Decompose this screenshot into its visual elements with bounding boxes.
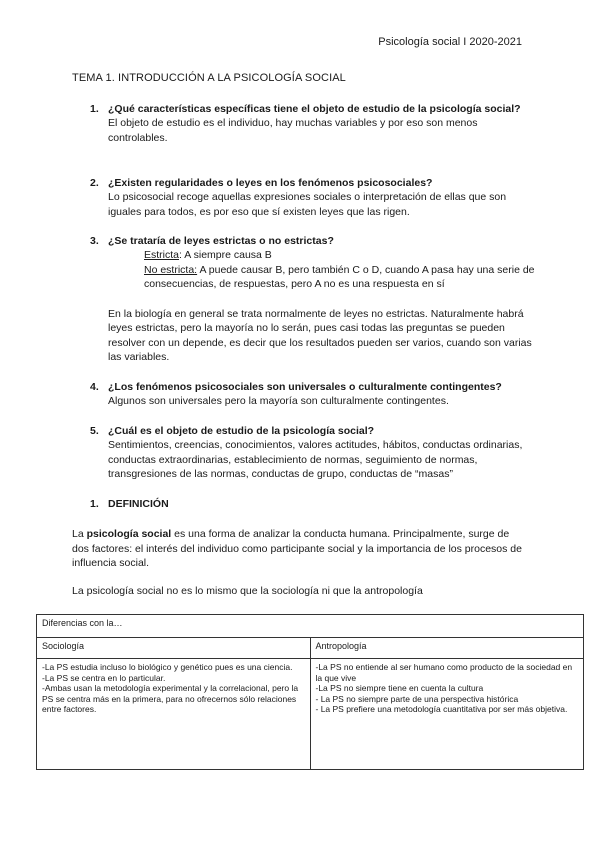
question-2 (90, 176, 535, 219)
comparison-note: La psicología social no es lo mismo que la sociología ni que la antropología (72, 585, 423, 597)
table-line: - La PS no siempre parte de una perspectiva histórica (315, 693, 519, 704)
topic-title: TEMA 1. INTRODUCCIÓN A LA PSICOLOGÍA SOCIAL (72, 72, 346, 84)
section-heading (90, 497, 535, 511)
column-header-anthropology: Antropología (310, 638, 584, 659)
question-number: 1. (90, 103, 99, 115)
course-header: Psicología social I 2020-2021 (378, 36, 522, 48)
anthropology-cell (310, 659, 584, 770)
question-4 (90, 380, 535, 409)
question-number: 2. (90, 177, 99, 189)
definition-term: psicología social (86, 528, 172, 540)
strict-law (108, 248, 535, 263)
table-line: -Ambas usan la metodología experimental y la correlacional, pero la PS se centra más en la primera, para no ofrecernos sólo relaciones entre factores. (42, 683, 299, 714)
strict-label: Estricta (144, 249, 180, 261)
table-line: -La PS no siempre tiene en cuenta la cultura (315, 683, 484, 693)
question-1 (90, 102, 535, 145)
question-answer: El objeto de estudio es el individuo, hay muchas variables y por eso son menos controlables. (108, 117, 478, 144)
table-line: - La PS prefiere una metodología cuantitativa por ser más objetiva. (315, 704, 568, 714)
question-title: ¿Existen regularidades o leyes en los fenómenos psicosociales? (108, 177, 433, 189)
question-number: 3. (90, 235, 99, 247)
question-5 (90, 424, 535, 482)
question-title: ¿Los fenómenos psicosociales son universales o culturalmente contingentes? (108, 381, 502, 393)
table-line: -La PS se centra en lo particular. (42, 672, 166, 683)
table-header: Diferencias con la… (37, 615, 584, 638)
strict-text: : A siempre causa B (179, 249, 272, 261)
section-title: DEFINICIÓN (108, 498, 169, 510)
question-answer: Algunos son universales pero la mayoría son culturalmente contingentes. (108, 395, 449, 407)
question-title: ¿Cuál es el objeto de estudio de la psicología social? (108, 425, 375, 437)
definition-pre: La (72, 528, 87, 540)
table-line: -La PS no entiende al ser humano como producto de la sociedad en la que vive (315, 662, 573, 683)
question-number: 5. (90, 425, 99, 437)
sociology-cell (37, 659, 311, 770)
definition-post: es una forma de analizar la conducta humana. Principalmente, surge de dos factores: el interés del individuo como participante social y la importancia de los procesos de influencia social. (72, 528, 522, 569)
question-number: 4. (90, 381, 99, 393)
question-extra: En la biología en general se trata normalmente de leyes no estrictas. Naturalmente habrá leyes estrictas, pero la mayoría no lo serán, pues casi todas las preguntas se pueden resolver con un depende, es decir que los resultados pueden ser varios, cuando son varias las variables. (108, 307, 532, 363)
nonstrict-label: No estricta: (144, 263, 198, 276)
definition-paragraph (72, 527, 522, 571)
differences-table (36, 614, 584, 770)
question-title: ¿Se trataría de leyes estrictas o no estrictas? (108, 235, 334, 247)
section-number: 1. (90, 498, 99, 510)
question-3 (90, 234, 535, 365)
column-header-sociology: Sociología (37, 638, 311, 659)
nonstrict-text: A puede causar B, pero también C o D, cuando A pasa hay una serie de consecuencias, de respuestas, pero A no es una respuesta en sí (144, 263, 535, 290)
table-line: -La PS estudia incluso lo biológico y genético pues es una ciencia. (42, 662, 293, 672)
nonstrict-law (108, 263, 535, 292)
question-answer: Sentimientos, creencias, conocimientos, valores actitudes, hábitos, conductas ordinarias, conductas extraordinarias, establecimiento de normas, seguimiento de normas, transgresiones de las normas, conductas de grupo, conductas de “masas” (108, 439, 523, 480)
question-title: ¿Qué características específicas tiene el objeto de estudio de la psicología social? (108, 103, 521, 115)
question-answer: Lo psicosocial recoge aquellas expresiones sociales o interpretación de ellas que son iguales para todos, es por eso que sí existen leyes que las rigen. (108, 191, 507, 218)
